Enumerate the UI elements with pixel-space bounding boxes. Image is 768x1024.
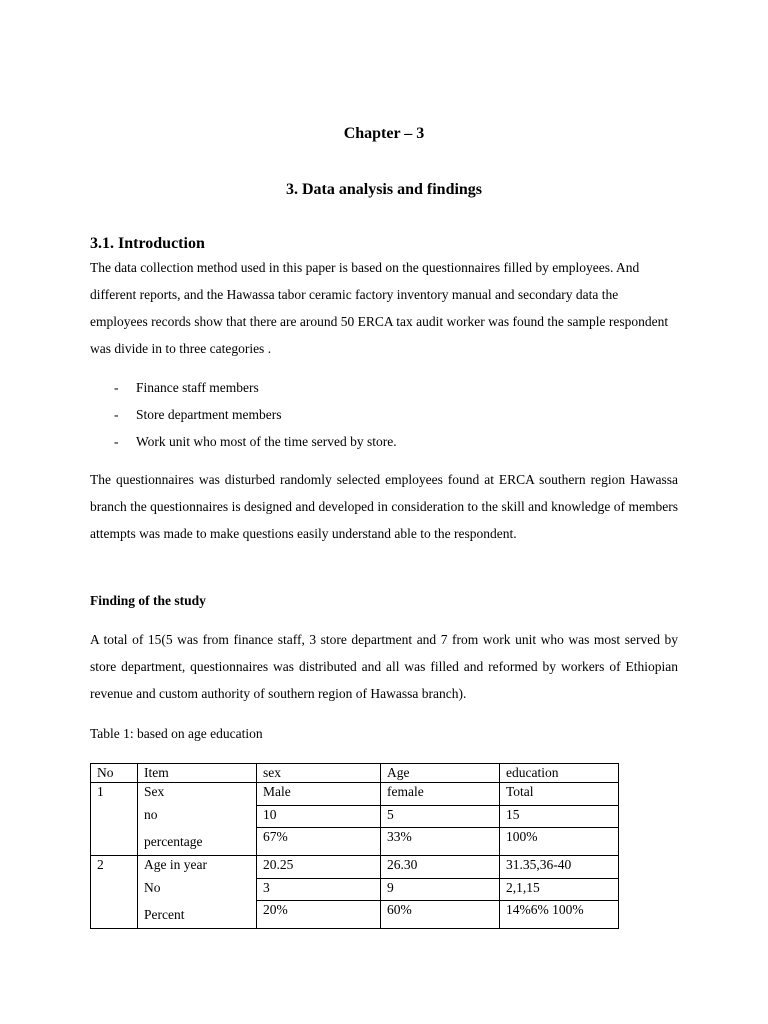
table-cell: 26.30 [381, 856, 500, 879]
bullet-marker: - [114, 380, 119, 395]
bullet-marker: - [114, 434, 119, 449]
table-header-cell: Item [138, 764, 257, 783]
introduction-heading: 3.1. Introduction [90, 235, 205, 252]
table-row [91, 783, 619, 806]
table-cell: 5 [381, 805, 500, 828]
list-item [90, 428, 397, 455]
list-item [90, 374, 397, 401]
table-row [91, 856, 619, 879]
table-cell: 3 [257, 878, 381, 901]
table-cell: 31.35,36-40 [500, 856, 619, 879]
table-header-cell: Age [381, 764, 500, 783]
table-cell: 10 [257, 805, 381, 828]
finding-paragraph: A total of 15(5 was from finance staff, 3 store department and 7 from work unit who was most served by store department, questionnaires was distributed and all was filled and reformed by workers of Ethiopian revenue and custom authority of southern region of Hawassa branch). [90, 632, 678, 701]
list-item-text: Store department members [136, 407, 282, 422]
table-cell: Total [500, 783, 619, 806]
table-header-cell: sex [257, 764, 381, 783]
table-cell: 9 [381, 878, 500, 901]
table-cell: 100% [500, 828, 619, 856]
row-number-cell: 2 [91, 856, 138, 929]
table-cell: 20% [257, 901, 381, 929]
table-cell: 2,1,15 [500, 878, 619, 901]
table-cell: 20.25 [257, 856, 381, 879]
table-header-cell: education [500, 764, 619, 783]
item-line: percentage [144, 834, 203, 849]
item-line: no [144, 807, 158, 822]
item-line: Percent [144, 907, 185, 922]
bullet-marker: - [114, 407, 119, 422]
section-title: 3. Data analysis and findings [285, 181, 483, 198]
table-cell: 33% [381, 828, 500, 856]
item-line: Age in year [144, 857, 207, 872]
chapter-title: Chapter – 3 [343, 125, 425, 142]
table-cell: 14%6% 100% [500, 901, 619, 929]
table-header-cell: No [91, 764, 138, 783]
item-cell [138, 856, 257, 929]
item-line: No [144, 880, 161, 895]
list-item-text: Finance staff members [136, 380, 259, 395]
list-item-text: Work unit who most of the time served by store. [136, 434, 397, 449]
introduction-paragraph: The data collection method used in this paper is based on the questionnaires filled by employees. And different reports, and the Hawassa tabor ceramic factory inventory manual and secondary data the employees records show that there are around 50 ERCA tax audit worker was found the sample respondent was divide in to three categories . [90, 260, 669, 356]
table-cell: 60% [381, 901, 500, 929]
category-list [90, 374, 397, 455]
age-education-table [90, 763, 619, 929]
finding-heading: Finding of the study [90, 593, 206, 608]
item-cell [138, 783, 257, 856]
table-cell: 15 [500, 805, 619, 828]
table-caption: Table 1: based on age education [90, 726, 263, 741]
table-header-row [91, 764, 619, 783]
table-cell: Male [257, 783, 381, 806]
questionnaire-paragraph: The questionnaires was disturbed randomly selected employees found at ERCA southern region Hawassa branch the questionnaires is designed and developed in consideration to the skill and knowledge of members attempts was made to make questions easily understand able to the respondent. [90, 472, 678, 541]
table-cell: 67% [257, 828, 381, 856]
item-line: Sex [144, 784, 165, 799]
list-item [90, 401, 397, 428]
row-number-cell: 1 [91, 783, 138, 856]
table-cell: female [381, 783, 500, 806]
